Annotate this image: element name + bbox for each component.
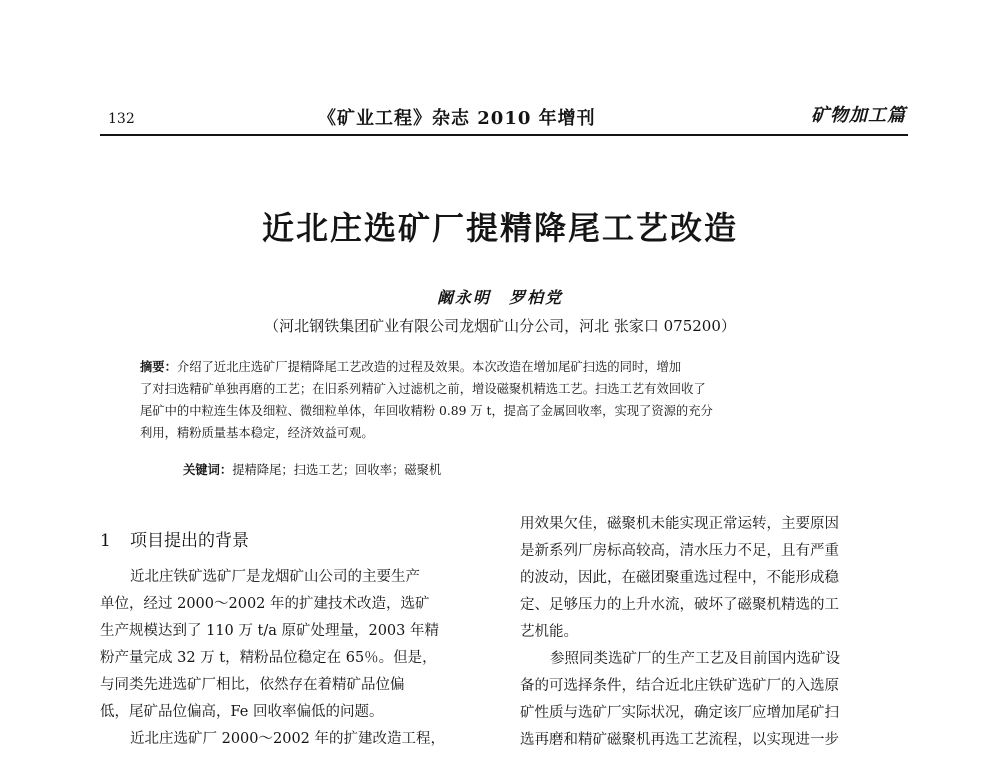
journal-title: 《矿业工程》杂志 2010 年增刊	[318, 108, 596, 129]
abstract-label: 摘要：	[140, 359, 177, 374]
body-line: 定、足够压力的上升水流，破坏了磁聚机精选的工	[520, 597, 839, 613]
body-line: 矿性质与选矿厂实际状况，确定该厂应增加尾矿扫	[520, 705, 839, 721]
body-line: 的波动，因此，在磁团聚重选过程中，不能形成稳	[520, 570, 839, 586]
section-label: 矿物加工篇	[811, 105, 906, 126]
keywords-text: 提精降尾；扫选工艺；回收率；磁聚机	[232, 463, 442, 477]
body-line: 近北庄选矿厂 2000～2002 年的扩建改造工程，	[130, 731, 446, 747]
header-rule	[100, 134, 908, 136]
affiliation: （河北钢铁集团矿业有限公司龙烟矿山分公司，河北 张家口 075200）	[264, 317, 736, 335]
body-line: 是新系列厂房标高较高，清水压力不足，且有严重	[520, 543, 839, 559]
body-line: 艺机能。	[520, 624, 578, 640]
left-column	[100, 564, 492, 753]
right-column	[520, 511, 912, 754]
page-number: 132	[108, 111, 135, 127]
body-line: 用效果欠佳，磁聚机未能实现正常运转，主要原因	[520, 516, 839, 532]
body-line: 粉产量完成 32 万 t，精粉品位稳定在 65％。但是，	[100, 650, 437, 666]
abstract-line: 利用，精粉质量基本稳定，经济效益可观。	[140, 426, 374, 440]
body-line: 低，尾矿品位偏高，Fe 回收率偏低的问题。	[100, 704, 384, 720]
keywords	[183, 460, 441, 478]
body-line: 近北庄铁矿选矿厂是龙烟矿山公司的主要生产	[130, 569, 420, 585]
abstract-line: 尾矿中的中粒连生体及细粒、微细粒单体，年回收精粉 0.89 万 t，提高了金属回收率，实现了资源的充分	[140, 404, 713, 418]
abstract	[140, 356, 868, 444]
section-number: 1	[100, 531, 111, 551]
body-line: 备的可选择条件，结合近北庄铁矿选矿厂的入选原	[520, 678, 839, 694]
body-line: 生产规模达到了 110 万 t/a 原矿处理量，2003 年精	[100, 623, 439, 639]
body-line: 与同类先进选矿厂相比，依然存在着精矿品位偏	[100, 677, 405, 693]
section-heading	[100, 526, 249, 551]
abstract-text: 介绍了近北庄选矿厂提精降尾工艺改造的过程及效果。本次改造在增加尾矿扫选的同时，增加	[176, 360, 682, 374]
section-heading-text: 项目提出的背景	[130, 531, 249, 551]
authors: 阚永明 罗柏党	[436, 288, 563, 307]
body-line: 单位，经过 2000～2002 年的扩建技术改造，选矿	[100, 596, 430, 612]
body-line: 参照同类选矿厂的生产工艺及目前国内选矿设	[550, 651, 840, 667]
abstract-line	[140, 356, 868, 378]
body-line: 选再磨和精矿磁聚机再选工艺流程，以实现进一步	[520, 732, 839, 748]
abstract-line: 了对扫选精矿单独再磨的工艺；在旧系列精矿入过滤机之前，增设磁聚机精选工艺。扫选工艺有效回收了	[140, 382, 706, 396]
article-title: 近北庄选矿厂提精降尾工艺改造	[261, 209, 738, 247]
keywords-label: 关键词：	[183, 462, 233, 477]
